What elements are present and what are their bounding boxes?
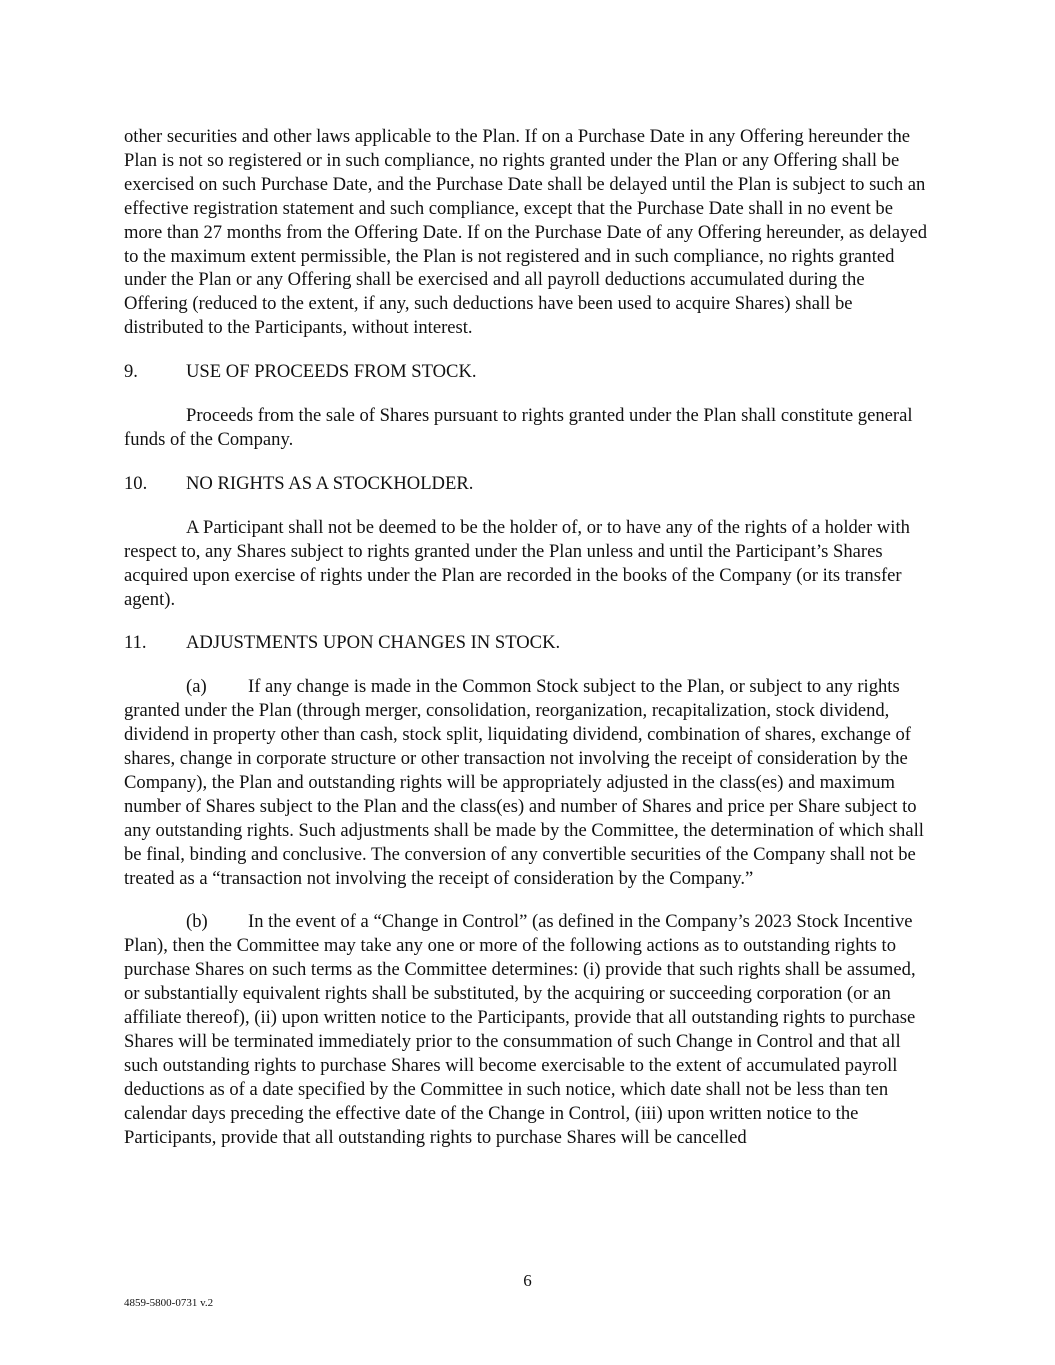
continuation-paragraph: other securities and other laws applicable to the Plan. If on a Purchase Date in any Offering hereunder the Plan is not so registered or in such compliance, no rights granted under the Plan or any Offering shall be exercised on such Purchase Date, and the Purchase Date shall be delayed until the Plan is subject to such an effective registration statement and such compliance, except that the Purchase Date shall in no event be more than 27 months from the Offering Date. If on the Purchase Date of any Offering hereunder, as delayed to the maximum extent permissible, the Plan is not registered and in such compliance, no rights granted under the Plan or any Offering shall be exercised and all payroll deductions accumulated during the Offering (reduced to the extent, if any, such deductions have been used to acquire Shares) shall be distributed to the Participants, without interest. xyxy=(124,126,927,339)
subsection-label: (b) xyxy=(186,911,208,933)
section-heading-9 xyxy=(124,360,930,384)
section-body-9: Proceeds from the sale of Shares pursuant to rights granted under the Plan shall constitute general funds of the Company. xyxy=(124,405,913,450)
section-body-10: A Participant shall not be deemed to be the holder of, or to have any of the rights of a holder with respect to, any Shares subject to rights granted under the Plan unless and until the Participant’s Shares acquired upon exercise of rights under the Plan are recorded in the books of the Company (or its transfer agent). xyxy=(124,516,910,610)
subsection-text: If any change is made in the Common Stock subject to the Plan, or subject to any rights granted under the Plan (through merger, consolidation, reorganization, recapitalization, stock dividend, dividend in property other than cash, stock split, liquidating dividend, combination of shares, exchange of shares, change in corporate structure or other transaction not involving the receipt of consideration by the Company), the Plan and outstanding rights will be appropriately adjusted in the class(es) and maximum number of Shares subject to the Plan and the class(es) and number of Shares and price per Share subject to any outstanding rights. Such adjustments shall be made by the Committee, the determination of which shall be final, binding and conclusive. The conversion of any convertible securities of the Company shall not be treated as a “transaction not involving the receipt of consideration by the Company.” xyxy=(124,676,924,889)
section-heading-10 xyxy=(124,472,930,496)
subsection-text: In the event of a “Change in Control” (as defined in the Company’s 2023 Stock Incentive Plan), then the Committee may take any one or more of the following actions as to outstanding rights to purchase Shares on such terms as the Committee determines: (i) provide that such rights shall be assumed, or substantially equivalent rights shall be substituted, by the acquiring or succeeding corporation (or an affiliate thereof), (ii) upon written notice to the Participants, provide that all outstanding rights to purchase Shares will be terminated immediately prior to the consummation of such Change in Control and that all such outstanding rights to purchase Shares will become exercisable to the extent of accumulated payroll deductions as of a date specified by the Committee in such notice, which date shall not be less than ten calendar days preceding the effective date of the Change in Control, (iii) upon written notice to the Participants, provide that all outstanding rights to purchase Shares will be cancelled xyxy=(124,911,916,1148)
section-heading-11 xyxy=(124,631,930,655)
section-title: USE OF PROCEEDS FROM STOCK. xyxy=(186,361,477,383)
subsection-b xyxy=(124,910,930,1149)
subsection-a xyxy=(124,675,930,890)
document-id: 4859-5800-0731 v.2 xyxy=(124,1297,214,1309)
subsection-label: (a) xyxy=(186,676,207,698)
section-number: 9. xyxy=(124,361,138,383)
section-number: 11. xyxy=(124,632,147,654)
section-title: ADJUSTMENTS UPON CHANGES IN STOCK. xyxy=(186,632,561,654)
page-number: 6 xyxy=(523,1271,532,1290)
section-title: NO RIGHTS AS A STOCKHOLDER. xyxy=(186,472,474,494)
document-page xyxy=(124,125,930,1170)
section-number: 10. xyxy=(124,472,148,494)
